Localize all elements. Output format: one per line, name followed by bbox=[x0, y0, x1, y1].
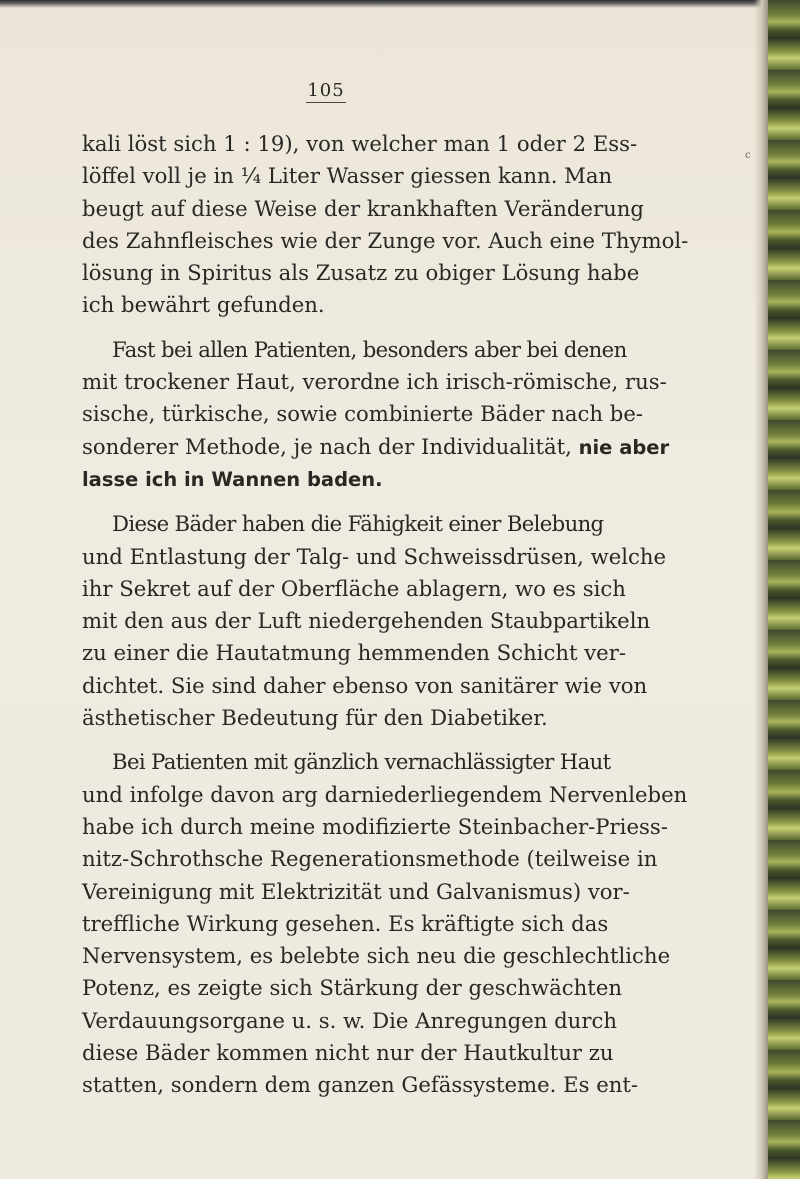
paragraph-3 bbox=[82, 508, 708, 734]
text-line: beugt auf diese Weise der krankhaften Veränderung bbox=[82, 195, 644, 221]
text-line: sische, türkische, sowie combinierte Bäder nach be- bbox=[82, 401, 644, 427]
book-spine-edge bbox=[768, 0, 800, 1179]
text-line: statten, sondern dem ganzen Gefässysteme. Es ent- bbox=[82, 1072, 639, 1098]
text-line: des Zahnfleisches wie der Zunge vor. Auch eine Thymol- bbox=[82, 227, 689, 253]
book-spine-shadow bbox=[754, 0, 768, 1179]
text-line: ihr Sekret auf der Oberfläche ablagern, wo es sich bbox=[82, 575, 626, 601]
text-line: und infolge davon arg darniederliegendem Nervenleben bbox=[82, 781, 688, 807]
text-line: Verdauungsorgane u. s. w. Die Anregungen durch bbox=[82, 1007, 617, 1033]
text-line: zu einer die Hautatmung hemmenden Schicht ver- bbox=[82, 640, 627, 666]
text-line: kali löst sich 1 : 19), von welcher man 1 oder 2 Ess- bbox=[82, 131, 638, 156]
emphasis-inline: nie aber bbox=[578, 435, 670, 459]
paragraph-2 bbox=[82, 334, 708, 496]
text-line: mit trockener Haut, verordne ich irisch-römische, rus- bbox=[82, 369, 667, 395]
margin-mark: c bbox=[745, 150, 751, 161]
text-line: Vereinigung mit Elektrizität und Galvanismus) vor- bbox=[82, 878, 630, 904]
text-line: dichtet. Sie sind daher ebenso von sanitärer wie von bbox=[82, 672, 648, 698]
text-line: Nervensystem, es belebte sich neu die geschlechtliche bbox=[82, 943, 671, 969]
text-line: habe ich durch meine modifizierte Steinbacher-Priess- bbox=[82, 813, 668, 839]
page-number: 105 bbox=[307, 80, 345, 101]
text-line: lösung in Spiritus als Zusatz zu obiger Lösung habe bbox=[82, 260, 640, 286]
text-line: ich bewährt gefunden. bbox=[82, 292, 325, 318]
body-text bbox=[82, 128, 708, 1102]
text-line: diese Bäder kommen nicht nur der Hautkultur zu bbox=[82, 1040, 614, 1066]
text-line: und Entlastung der Talg- und Schweissdrüsen, welche bbox=[82, 543, 667, 569]
text-line: treffliche Wirkung gesehen. Es kräftigte sich das bbox=[82, 910, 609, 936]
text-line: Potenz, es zeigte sich Stärkung der geschwächten bbox=[82, 975, 623, 1001]
scan-top-shadow bbox=[0, 0, 800, 8]
text-line bbox=[82, 431, 708, 464]
text-line: Bei Patienten mit gänzlich vernachlässigter Haut bbox=[112, 749, 611, 775]
text-line: mit den aus der Luft niedergehenden Staubpartikeln bbox=[82, 608, 651, 634]
text-line: Fast bei allen Patienten, besonders aber bei denen bbox=[112, 336, 627, 362]
text-line-start: sonderer Methode, je nach der Individualität, bbox=[82, 433, 572, 459]
paragraph-4 bbox=[82, 746, 708, 1101]
text-line: nitz-Schrothsche Regenerationsmethode (teilweise in bbox=[82, 846, 658, 872]
paragraph-1 bbox=[82, 128, 708, 322]
text-line: löffel voll je in ¼ Liter Wasser giessen kann. Man bbox=[82, 163, 613, 189]
text-line: Diese Bäder haben die Fähigkeit einer Belebung bbox=[112, 511, 604, 537]
text-line: ästhetischer Bedeutung für den Diabetiker. bbox=[82, 705, 548, 731]
emphasis-line: lasse ich in Wannen baden. bbox=[82, 467, 383, 491]
